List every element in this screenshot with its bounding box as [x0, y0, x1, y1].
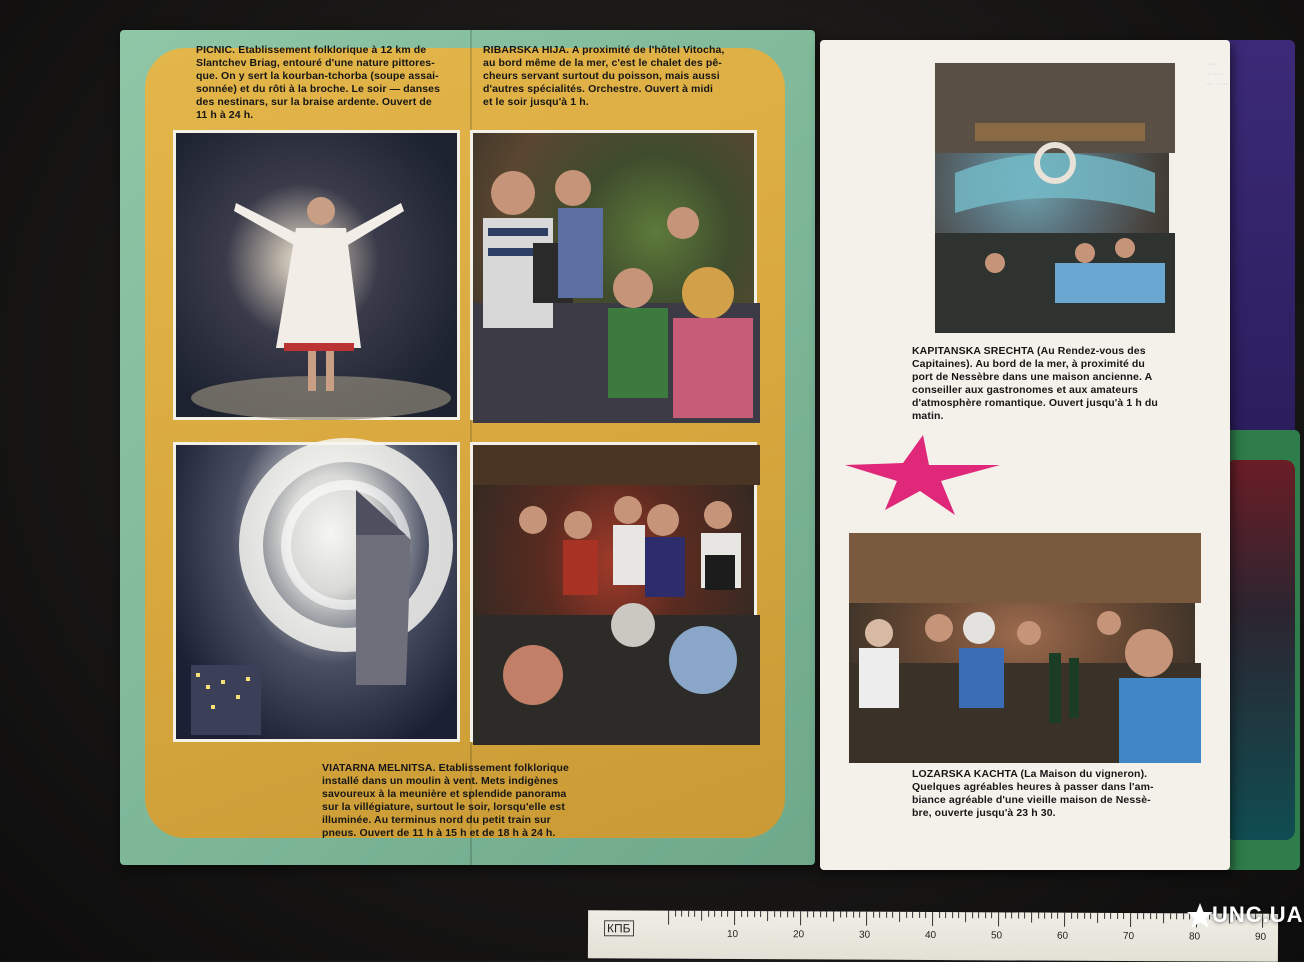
- ruler-tick: [1150, 913, 1151, 919]
- photo-band: [470, 442, 757, 742]
- ruler-tick: [1143, 913, 1144, 919]
- ruler-brand: КПБ: [604, 920, 634, 936]
- ruler-tick: [668, 911, 669, 925]
- caption-picnic-text: Etablissement folklorique à 12 km de Slantchev Briag, entouré d'une nature pittores- que. On y sert la kourban-tchorba (soupe assai- sonnée) et du rôti à la broche. Le soir — danses des nestinars, sur la braise ardente. Ouvert de 11 h à 24 h.: [196, 44, 441, 121]
- kapitanska-scene: [935, 63, 1175, 333]
- ruler-tick: [714, 911, 715, 917]
- ruler-tick: [879, 912, 880, 918]
- ruler-tick: [800, 911, 801, 925]
- ruler-tick: [1051, 913, 1052, 919]
- watermark: UNC.UA: [1212, 902, 1304, 927]
- caption-picnic-title: PICNIC.: [196, 44, 236, 56]
- ruler-tick: [925, 912, 926, 918]
- caption-viatarna: [322, 762, 569, 840]
- photo-musicians: [470, 130, 757, 420]
- ruler-tick: [1117, 913, 1118, 919]
- ruler-tick: [1024, 912, 1025, 918]
- ruler-tick: [807, 911, 808, 917]
- ruler-tick: [1137, 913, 1138, 919]
- photo-lozarska: [846, 530, 1198, 760]
- ruler-tick: [945, 912, 946, 918]
- ruler-tick: [912, 912, 913, 918]
- ruler-tick: [859, 912, 860, 918]
- ruler-tick: [747, 911, 748, 917]
- ruler-tick: [1156, 913, 1157, 919]
- ruler-tick: [1183, 913, 1184, 919]
- ruler-tick: [1090, 913, 1091, 919]
- ruler-tick: [991, 912, 992, 918]
- ruler-tick: [853, 912, 854, 918]
- ruler-label: 80: [1188, 931, 1201, 943]
- ruler-tick: [774, 911, 775, 917]
- ruler-tick: [727, 911, 728, 917]
- ruler-tick: [675, 911, 676, 917]
- ruler-tick: [1018, 912, 1019, 918]
- ruler-tick: [1038, 913, 1039, 919]
- ruler-tick: [866, 912, 867, 926]
- magenta-star-icon: [845, 435, 1000, 515]
- caption-viatarna-text: Etablissement folklorique installé dans un moulin à vent. Mets indigènes savoureux à la meunière et splendide panorama sur la villégiature, surtout le soir, lorsqu'elle est illuminée. Au terminus nord du petit train sur pneus. Ouvert de 11 h à 15 h et de 18 h à 24 h.: [322, 762, 569, 839]
- caption-ribarska-text: A proximité de l'hôtel Vitocha, au bord même de la mer, c'est le chalet des pê- cheurs servant surtout du poisson, mais aussi d'autres spécialités. Orchestre. Ouvert à midi et le soir jusqu'à 1 h.: [483, 44, 725, 108]
- caption-kapitanska: [912, 345, 1158, 423]
- ruler-tick: [813, 911, 814, 917]
- ruler-tick: [972, 912, 973, 918]
- ruler-tick: [846, 912, 847, 918]
- ruler-tick: [793, 911, 794, 917]
- watermark-star-icon: [1186, 902, 1214, 930]
- ruler-label: 70: [1122, 930, 1135, 943]
- band-scene: [473, 445, 760, 745]
- ruler-label: 50: [990, 930, 1003, 942]
- ruler-tick: [760, 911, 761, 917]
- ruler-tick: [932, 912, 933, 926]
- ruler-tick: [985, 912, 986, 918]
- ruler-tick: [1130, 913, 1131, 927]
- ruler-tick: [688, 911, 689, 917]
- caption-ribarska: [483, 44, 724, 109]
- ruler-tick: [958, 912, 959, 918]
- ruler-tick: [767, 911, 768, 921]
- ruler-label: 30: [858, 929, 871, 941]
- ruler-label: 40: [924, 929, 937, 942]
- ruler-tick: [780, 911, 781, 917]
- windmill-scene: [176, 445, 463, 745]
- caption-kapitanska-title: KAPITANSKA SRECHTA: [912, 345, 1034, 357]
- ruler-tick: [820, 911, 821, 917]
- photo-windmill: [173, 442, 460, 742]
- caption-lozarska-title: LOZARSKA KACHTA: [912, 768, 1018, 780]
- purple-card-text: ····· ········ ···· ·····: [1205, 61, 1228, 88]
- ruler-tick: [1044, 913, 1045, 919]
- ruler-tick: [721, 911, 722, 917]
- photo-kapitanska: [932, 60, 1172, 330]
- ruler-tick: [833, 911, 834, 921]
- ruler-tick: [1064, 913, 1065, 927]
- ruler-tick: [708, 911, 709, 917]
- ruler-tick: [694, 911, 695, 917]
- ruler: [588, 910, 1278, 962]
- ruler-tick: [952, 912, 953, 918]
- ruler-tick: [978, 912, 979, 918]
- ruler-tick: [965, 912, 966, 922]
- ruler-tick: [1097, 913, 1098, 923]
- ruler-tick: [1163, 913, 1164, 923]
- ruler-tick: [1123, 913, 1124, 919]
- ruler-tick: [754, 911, 755, 917]
- ruler-tick: [840, 912, 841, 918]
- dancer-figure: [176, 133, 463, 423]
- ruler-label: 90: [1254, 931, 1267, 943]
- ruler-label: 60: [1056, 930, 1069, 942]
- caption-viatarna-title: VIATARNA MELNITSA.: [322, 762, 436, 774]
- musicians-scene: [473, 133, 760, 423]
- ruler-tick: [1057, 913, 1058, 919]
- caption-lozarska: [912, 768, 1154, 820]
- caption-lozarska-text: (La Maison du vigneron). Quelques agréables heures à passer dans l'am- biance agréable d'une vieille maison de Nessè- bre, ouverte jusqu'à 23 h 30.: [912, 768, 1154, 819]
- ruler-tick: [741, 911, 742, 917]
- ruler-tick: [1170, 913, 1171, 919]
- caption-picnic: [196, 44, 440, 122]
- ruler-label: 10: [726, 928, 739, 940]
- ruler-tick: [919, 912, 920, 918]
- ruler-tick: [1176, 913, 1177, 919]
- ruler-tick: [1005, 912, 1006, 918]
- photo-dancer: [173, 130, 460, 420]
- ruler-label: 20: [792, 929, 805, 941]
- purple-brochure-photo: [1225, 460, 1295, 840]
- ruler-tick: [734, 911, 735, 925]
- ruler-tick: [1084, 913, 1085, 919]
- ruler-tick: [899, 912, 900, 922]
- ruler-tick: [1031, 913, 1032, 923]
- caption-kapitanska-text: (Au Rendez-vous des Capitaines). Au bord de la mer, à proximité du port de Nessèbre dans une maison ancienne. A conseiller aux gastronomes et aux amateurs d'atmosphère romantique. Ouvert jusqu'à 1 h du matin.: [912, 345, 1158, 422]
- ruler-tick: [787, 911, 788, 917]
- ruler-tick: [1077, 913, 1078, 919]
- ruler-tick: [886, 912, 887, 918]
- ruler-tick: [906, 912, 907, 918]
- ruler-tick: [939, 912, 940, 918]
- ruler-tick: [1104, 913, 1105, 919]
- ruler-tick: [681, 911, 682, 917]
- ruler-tick: [1011, 912, 1012, 918]
- ruler-tick: [701, 911, 702, 921]
- ruler-tick: [1071, 913, 1072, 919]
- ruler-tick: [998, 912, 999, 926]
- ruler-tick: [1110, 913, 1111, 919]
- caption-ribarska-title: RIBARSKA HIJA.: [483, 44, 570, 56]
- ruler-tick: [873, 912, 874, 918]
- ruler-tick: [826, 911, 827, 917]
- lozarska-scene: [849, 533, 1201, 763]
- ruler-tick: [892, 912, 893, 918]
